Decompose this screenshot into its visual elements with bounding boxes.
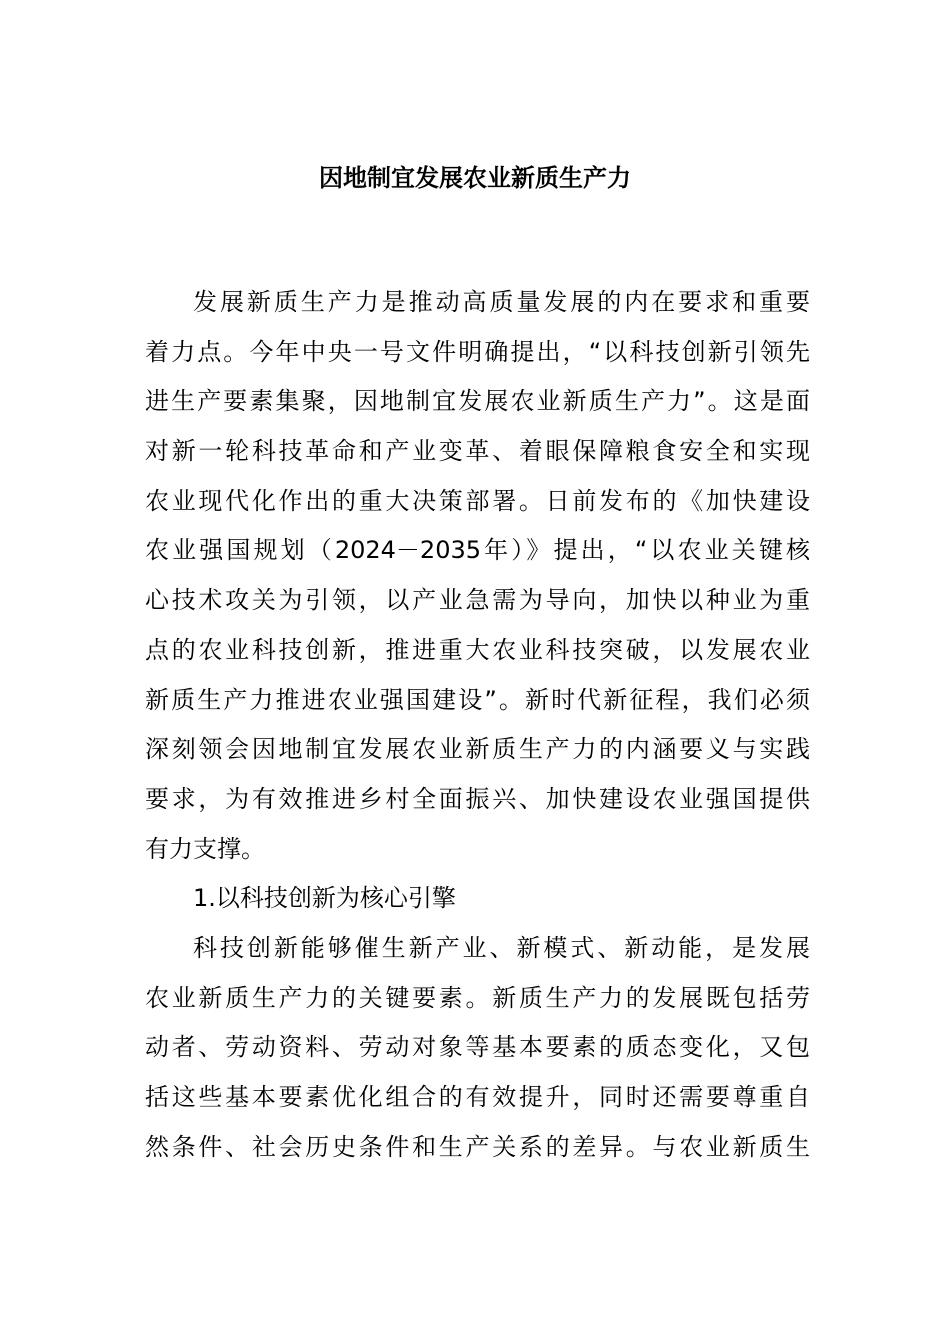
text-line: 动者、劳动资料、劳动对象等基本要素的质态变化，又包	[145, 1033, 810, 1062]
text-line: 发展新质生产力是推动高质量发展的内在要求和重要	[193, 288, 810, 316]
text-line: 农业现代化作出的重大决策部署。日前发布的《加快建设	[145, 486, 810, 515]
text-line: 对新一轮科技革命和产业变革、着眼保障粮食安全和实现	[145, 437, 810, 466]
text-line: 农业新质生产力的关键要素。新质生产力的发展既包括劳	[145, 983, 810, 1012]
document-body	[145, 283, 810, 1177]
text-line: 深刻领会因地制宜发展农业新质生产力的内涵要义与实践	[145, 735, 810, 764]
text-line: 着力点。今年中央一号文件明确提出，“以科技创新引领先	[145, 337, 810, 366]
text-line: 心技术攻关为引领，以产业急需为导向，加快以种业为重	[145, 586, 810, 615]
text-line: 新质生产力推进农业强国建设”。新时代新征程，我们必须	[145, 685, 810, 714]
text-line: 然条件、社会历史条件和生产关系的差异。与农业新质生	[145, 1132, 810, 1161]
document-title: 因地制宜发展农业新质生产力	[319, 164, 631, 192]
text-line: 1.以科技创新为核心引擎	[193, 884, 456, 913]
text-line: 点的农业科技创新，推进重大农业科技突破，以发展农业	[145, 635, 810, 664]
text-line: 有力支撑。	[145, 834, 265, 863]
text-line: 进生产要素集聚，因地制宜发展农业新质生产力”。这是面	[145, 387, 810, 416]
text-line: 农业强国规划（2024－2035年）》提出，“以农业关键核	[145, 536, 810, 565]
text-line: 要求，为有效推进乡村全面振兴、加快建设农业强国提供	[145, 784, 810, 813]
text-line: 括这些基本要素优化组合的有效提升，同时还需要尊重自	[145, 1083, 810, 1111]
text-line: 科技创新能够催生新产业、新模式、新动能，是发展	[193, 933, 810, 962]
